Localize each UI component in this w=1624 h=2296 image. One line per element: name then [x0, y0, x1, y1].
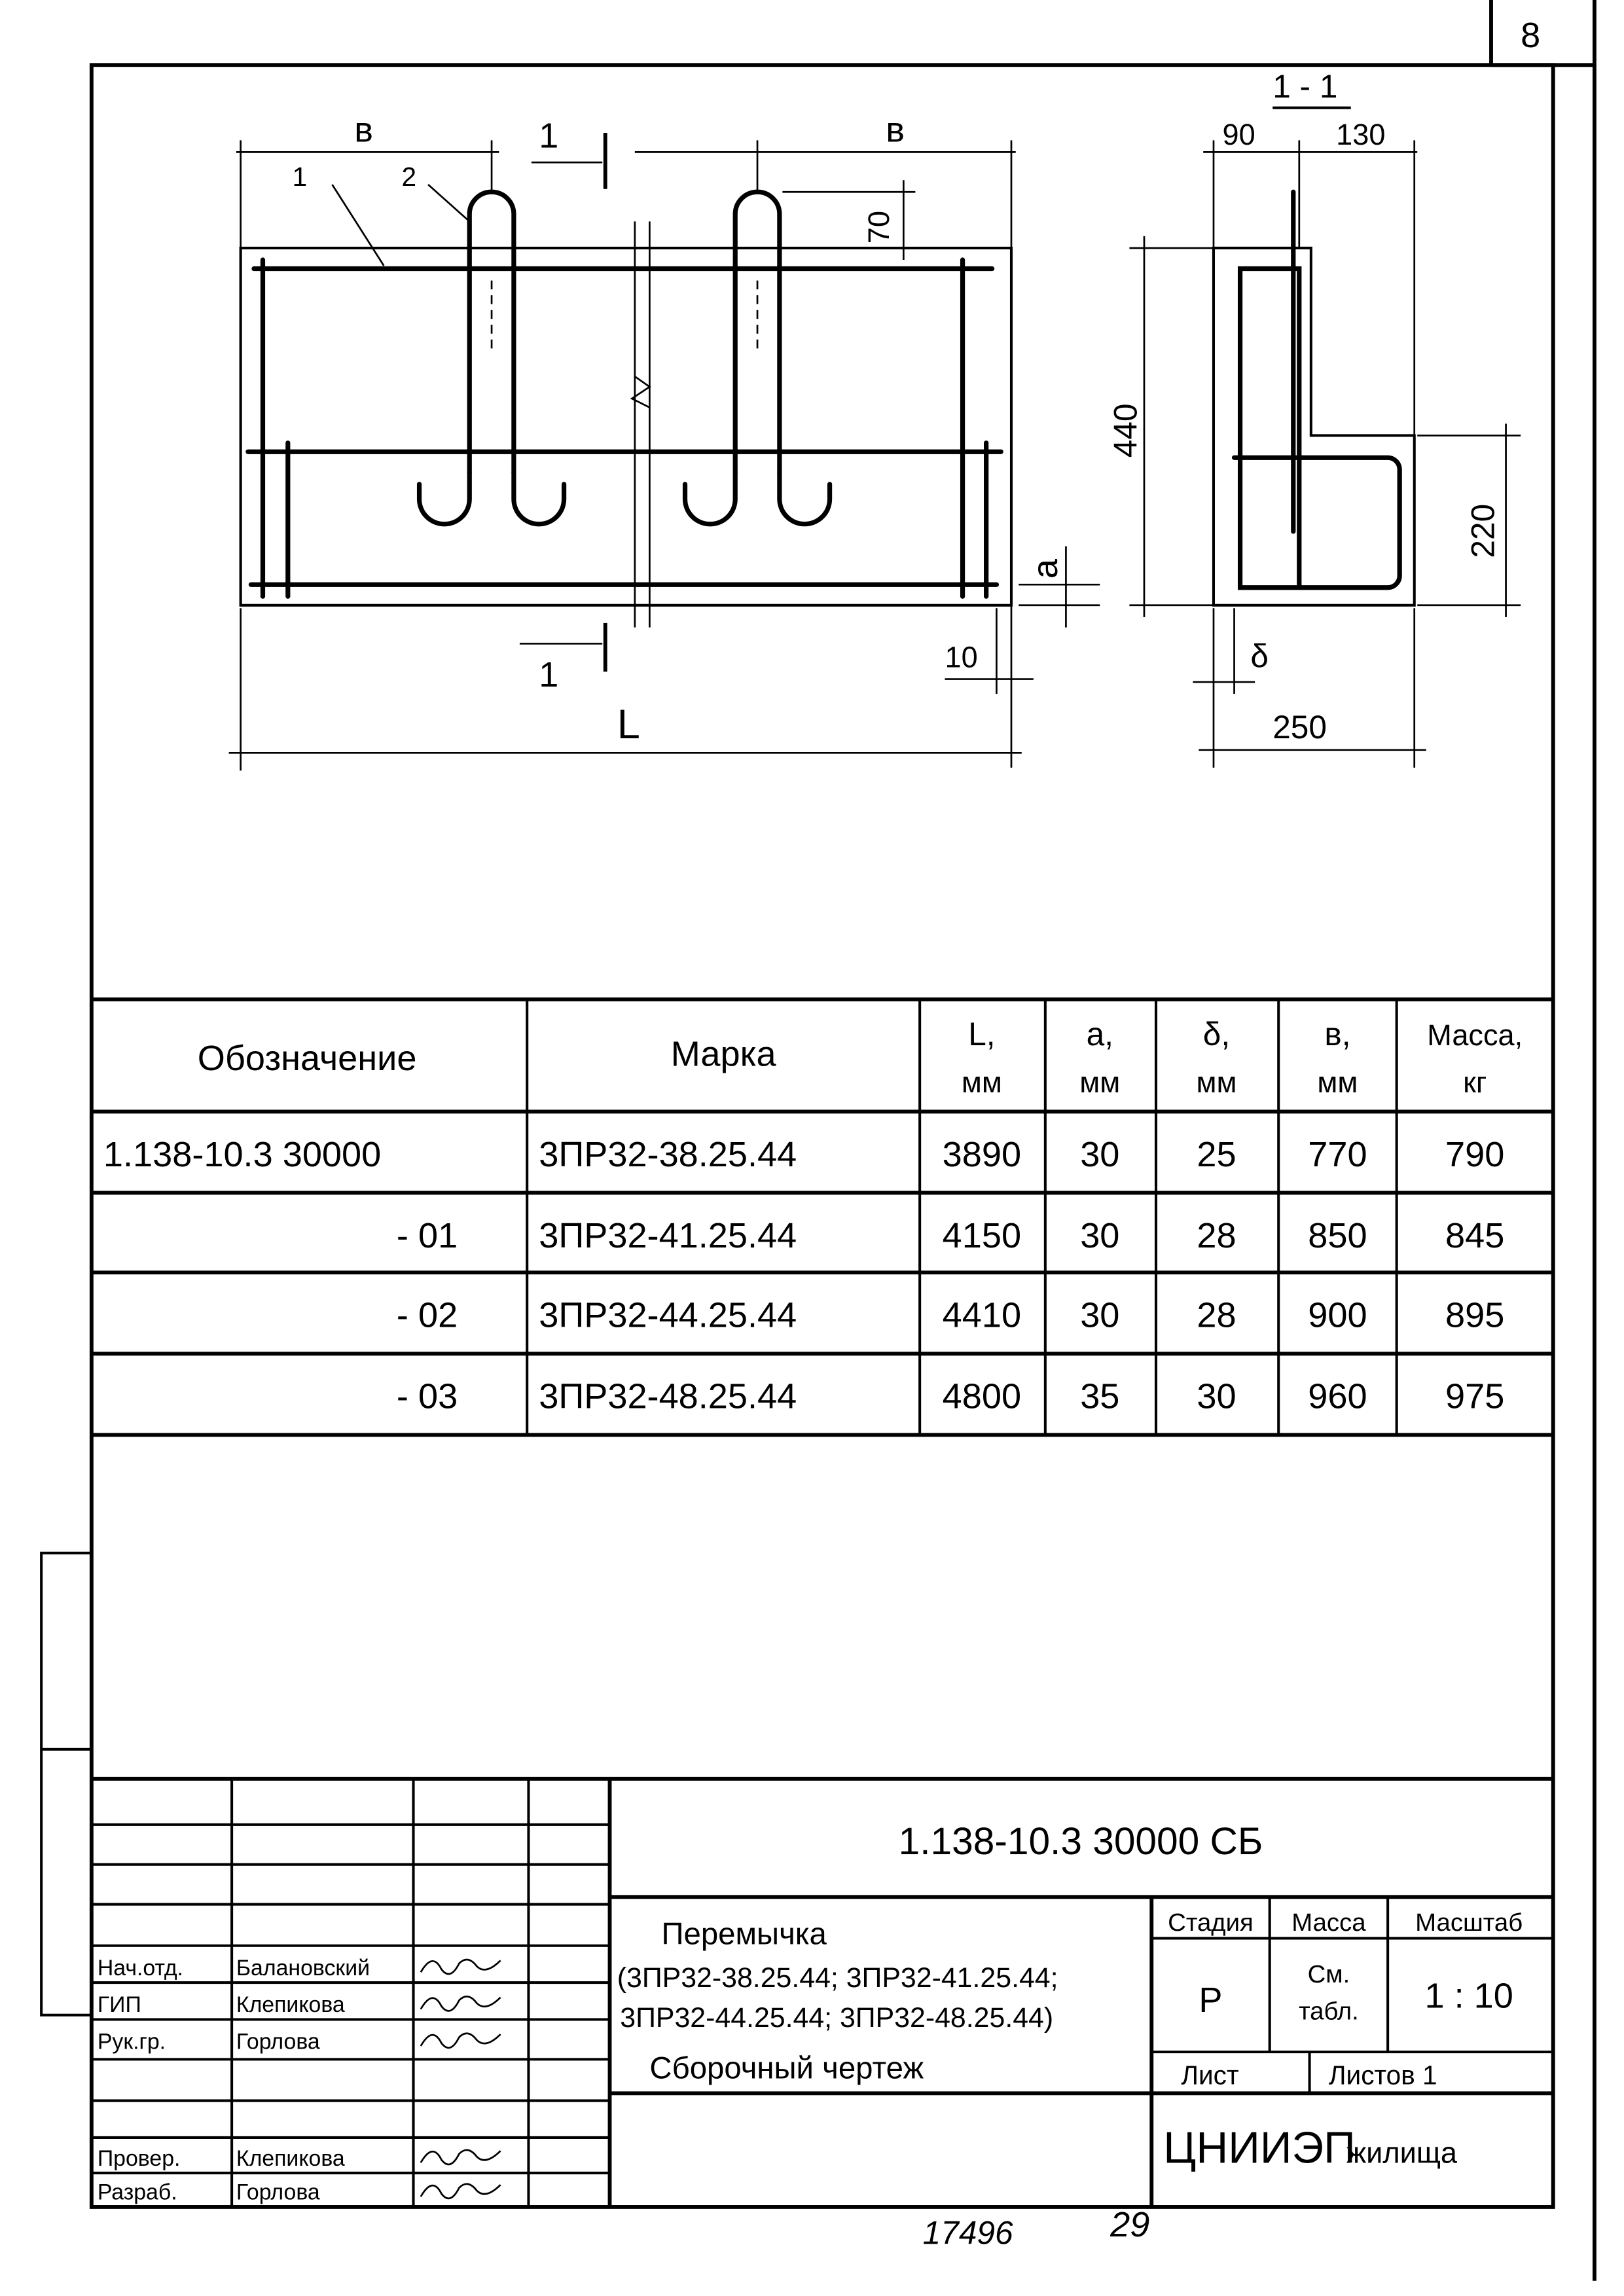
header-a: a, — [1086, 1015, 1114, 1052]
table-row — [397, 1216, 1504, 1255]
table-cell: 850 — [1308, 1215, 1367, 1255]
dim-b-right: в — [886, 110, 905, 150]
section-mark-top: 1 — [539, 116, 559, 156]
table-cell: 30 — [1080, 1295, 1120, 1335]
title-marks-line-1: (3ПР32-38.25.44; 3ПР32-41.25.44; — [617, 1962, 1058, 1994]
stage-value: Р — [1199, 1981, 1223, 2020]
signature — [421, 1960, 501, 1974]
position-2-label: 2 — [401, 162, 417, 192]
staff-role: Нач.отд. — [97, 1955, 183, 1981]
mass-value-line-2: табл. — [1299, 1997, 1359, 2026]
table-cell: 845 — [1445, 1215, 1505, 1255]
dim-delta: δ — [1250, 637, 1269, 675]
staff-name: Горлова — [236, 2179, 320, 2205]
staff-row — [98, 1992, 501, 2017]
dim-a: a — [1025, 559, 1065, 579]
scale-value: 1 : 10 — [1424, 1976, 1513, 2016]
specification-table — [92, 999, 1553, 1435]
signature — [421, 2150, 501, 2164]
dim-250: 250 — [1272, 708, 1327, 745]
header-mass: Масса, — [1427, 1018, 1523, 1052]
title-drawing-type: Сборочный чертеж — [649, 2051, 924, 2086]
dim-10: 10 — [945, 640, 978, 674]
header-delta: δ, — [1202, 1015, 1231, 1052]
table-cell: - 02 — [396, 1295, 458, 1335]
signature — [421, 2184, 501, 2198]
header-mass-unit: кг — [1463, 1066, 1487, 1100]
table-cell: 770 — [1308, 1134, 1367, 1174]
dim-220: 220 — [1464, 503, 1502, 558]
staff-name: Клепикова — [236, 1992, 345, 2018]
staff-row — [98, 2030, 501, 2054]
table-cell: - 03 — [396, 1376, 458, 1416]
dim-90: 90 — [1222, 118, 1255, 152]
title-block — [92, 1779, 1553, 2207]
dim-b-left: в — [354, 110, 374, 150]
table-cell: 895 — [1445, 1295, 1505, 1335]
staff-role: ГИП — [97, 1992, 141, 2018]
table-cell: 790 — [1445, 1134, 1505, 1174]
table-header — [198, 1016, 1523, 1099]
table-cell: 900 — [1308, 1295, 1367, 1335]
section-view — [1108, 68, 1521, 768]
table-row — [397, 1377, 1504, 1416]
header-delta-unit: мм — [1196, 1066, 1237, 1100]
section-title: 1 - 1 — [1272, 67, 1338, 105]
table-row — [103, 1135, 1504, 1174]
staff-name: Горлова — [236, 2029, 320, 2054]
table-cell: 30 — [1197, 1376, 1236, 1416]
table-cell: 960 — [1308, 1376, 1367, 1416]
table-cell: 3ПР32-41.25.44 — [539, 1215, 797, 1255]
mass-value-line-1: См. — [1307, 1960, 1350, 1989]
header-b-unit: мм — [1317, 1066, 1358, 1100]
staff-row — [98, 1956, 501, 1981]
staff-row — [98, 2146, 501, 2171]
table-row — [397, 1296, 1504, 1335]
organization-logo: ЦНИИЭП — [1163, 2123, 1356, 2173]
title-marks-line-2: 3ПР32-44.25.44; 3ПР32-48.25.44) — [620, 2001, 1054, 2034]
corner-sheet-mark: 8 — [1521, 16, 1541, 56]
staff-role: Разраб. — [97, 2179, 177, 2205]
staff-role: Рук.гр. — [97, 2029, 166, 2054]
table-cell: 30 — [1080, 1215, 1120, 1255]
page-number: 29 — [1110, 2205, 1150, 2245]
table-cell: 4150 — [942, 1215, 1022, 1255]
sheet-label: Лист — [1181, 2060, 1239, 2090]
table-cell: 3ПР32-38.25.44 — [539, 1134, 797, 1174]
table-cell: 35 — [1080, 1376, 1120, 1416]
staff-role: Провер. — [97, 2145, 181, 2171]
staff-name: Балановский — [236, 1955, 370, 1981]
table-cell: 28 — [1197, 1215, 1236, 1255]
table-cell: 25 — [1197, 1134, 1236, 1174]
table-cell: 3890 — [942, 1134, 1022, 1174]
dim-130: 130 — [1336, 118, 1386, 152]
position-1-label: 1 — [292, 162, 308, 192]
table-cell: 1.138-10.3 30000 — [103, 1134, 382, 1174]
header-L-unit: мм — [961, 1066, 1002, 1100]
header-mark: Марка — [670, 1034, 776, 1074]
header-a-unit: мм — [1079, 1066, 1121, 1100]
table-cell: 4800 — [942, 1376, 1022, 1416]
dim-70: 70 — [861, 211, 895, 244]
signature — [421, 2034, 501, 2048]
header-b: в, — [1324, 1015, 1351, 1052]
signature — [421, 1996, 501, 2011]
elevation-view — [229, 111, 1100, 771]
sheets-count: Листов 1 — [1328, 2060, 1437, 2090]
dim-L: L — [617, 701, 640, 747]
inventory-number: 17496 — [922, 2214, 1013, 2251]
header-L: L, — [968, 1015, 996, 1052]
table-cell: - 01 — [396, 1215, 458, 1255]
table-cell: 28 — [1197, 1295, 1236, 1335]
staff-row — [98, 2180, 501, 2205]
document-code: 1.138-10.3 30000 СБ — [898, 1820, 1263, 1863]
stage-label: Стадия — [1168, 1909, 1254, 1937]
table-cell: 30 — [1080, 1134, 1120, 1174]
title-name: Перемычка — [661, 1916, 827, 1952]
table-cell: 3ПР32-44.25.44 — [539, 1295, 797, 1335]
table-cell: 3ПР32-48.25.44 — [539, 1376, 797, 1416]
organization-suffix: жилища — [1346, 2136, 1458, 2170]
table-cell: 975 — [1445, 1376, 1505, 1416]
staff-name: Клепикова — [236, 2145, 345, 2171]
dim-440: 440 — [1107, 403, 1144, 458]
mass-label: Масса — [1291, 1909, 1366, 1937]
scale-label: Масштаб — [1415, 1909, 1523, 1937]
section-mark-bottom: 1 — [539, 655, 559, 694]
table-cell: 4410 — [942, 1295, 1022, 1335]
header-designation: Обозначение — [197, 1039, 417, 1079]
